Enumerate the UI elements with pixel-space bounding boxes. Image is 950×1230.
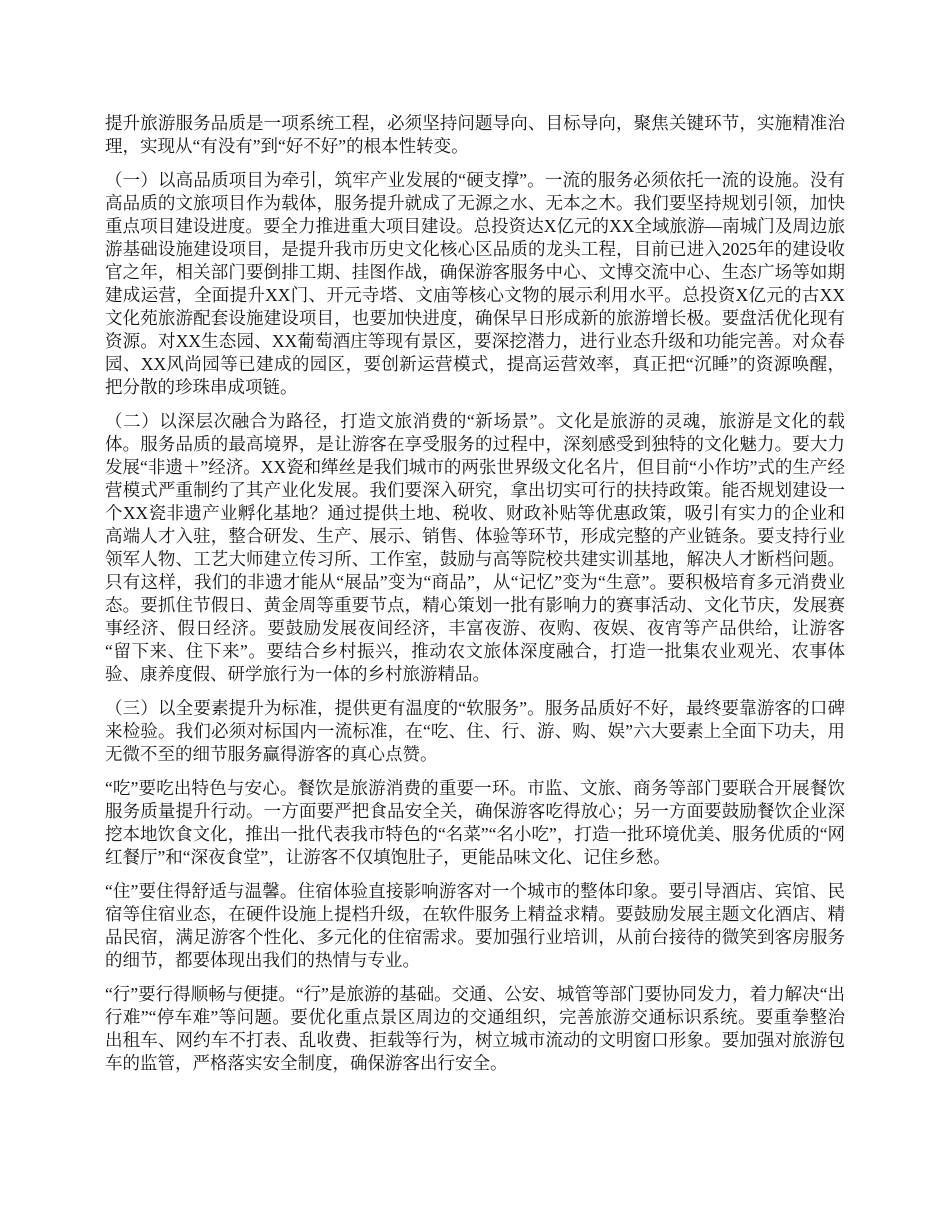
paragraph-eat: “吃”要吃出特色与安心。餐饮是旅游消费的重要一环。市监、文旅、商务等部门要联合开展餐饮服务质量提升行动。一方面要严把食品安全关，确保游客吃得放心；另一方面要鼓励餐饮企业深挖本地饮食文化，推出一批代表我市特色的“名菜”“名小吃”，打造一批环境优美、服务优质的“网红餐厅”和“深夜食堂”，让游客不仅填饱肚子，更能品味文化、记住乡愁。 — [105, 778, 845, 867]
paragraph-section-1: （一）以高品质项目为牵引，筑牢产业发展的“硬支撑”。一流的服务必须依托一流的设施。没有高品质的文旅项目作为载体，服务提升就成了无源之水、无本之木。我们要坚持规划引领，加快重点项目建设进度。要全力推进重大项目建设。总投资达X亿元的XX全域旅游—南城门及周边旅游基础设施建设项目，是提升我市历史文化核心区品质的龙头工程，目前已进入2025年的建设收官之年，相关部门要倒排工期、挂图作战，确保游客服务中心、文博交流中心、生态广场等如期建成运营，全面提升XX门、开元寺塔、文庙等核心文物的展示利用水平。总投资X亿元的古XX文化苑旅游配套设施建设项目，也要加快进度，确保早日形成新的旅游增长极。要盘活优化现有资源。对XX生态园、XX葡萄酒庄等现有景区，要深挖潜力，进行业态升级和功能完善。对众春园、XX风尚园等已建成的园区，要创新运营模式，提高运营效率，真正把“沉睡”的资源唤醒，把分散的珍珠串成项链。 — [105, 170, 845, 397]
paragraph-section-3: （三）以全要素提升为标准，提供更有温度的“软服务”。服务品质好不好，最终要靠游客的口碑来检验。我们必须对标国内一流标准，在“吃、住、行、游、购、娱”六大要素上全面下功夫，用无微不至的细节服务赢得游客的真心点赞。 — [105, 698, 845, 764]
paragraph-travel: “行”要行得顺畅与便捷。“行”是旅游的基础。交通、公安、城管等部门要协同发力，着力解决“出行难”“停车难”等问题。要优化重点景区周边的交通组织，完善旅游交通标识系统。要重拳整治出租车、网约车不打表、乱收费、拒载等行为，树立城市流动的文明窗口形象。要加强对旅游包车的监管，严格落实安全制度，确保游客出行安全。 — [105, 984, 845, 1073]
paragraph-intro: 提升旅游服务品质是一项系统工程，必须坚持问题导向、目标导向，聚焦关键环节，实施精准治理，实现从“有没有”到“好不好”的根本性转变。 — [105, 113, 845, 156]
paragraph-section-2: （二）以深层次融合为路径，打造文旅消费的“新场景”。文化是旅游的灵魂，旅游是文化的载体。服务品质的最高境界，是让游客在享受服务的过程中，深刻感受到独特的文化魅力。要大力发展“非遗＋”经济。XX瓷和缂丝是我们城市的两张世界级文化名片，但目前“小作坊”式的生产经营模式严重制约了其产业化发展。我们要深入研究，拿出切实可行的扶持政策。能否规划建设一个XX瓷非遗产业孵化基地？通过提供土地、税收、财政补贴等优惠政策，吸引有实力的企业和高端人才入驻，整合研发、生产、展示、销售、体验等环节，形成完整的产业链条。要支持行业领军人物、工艺大师建立传习所、工作室，鼓励与高等院校共建实训基地，解决人才断档问题。只有这样，我们的非遗才能从“展品”变为“商品”，从“记忆”变为“生意”。要积极培育多元消费业态。要抓住节假日、黄金周等重要节点，精心策划一批有影响力的赛事活动、文化节庆，发展赛事经济、假日经济。要鼓励发展夜间经济，丰富夜游、夜购、夜娱、夜宵等产品供给，让游客“留下来、住下来”。要结合乡村振兴，推动农文旅体深度融合，打造一批集农业观光、农事体验、康养度假、研学旅行为一体的乡村旅游精品。 — [105, 411, 845, 684]
paragraph-stay: “住”要住得舒适与温馨。住宿体验直接影响游客对一个城市的整体印象。要引导酒店、宾馆、民宿等住宿业态，在硬件设施上提档升级，在软件服务上精益求精。要鼓励发展主题文化酒店、精品民宿，满足游客个性化、多元化的住宿需求。要加强行业培训，从前台接待的微笑到客房服务的细节，都要体现出我们的热情与专业。 — [105, 881, 845, 970]
